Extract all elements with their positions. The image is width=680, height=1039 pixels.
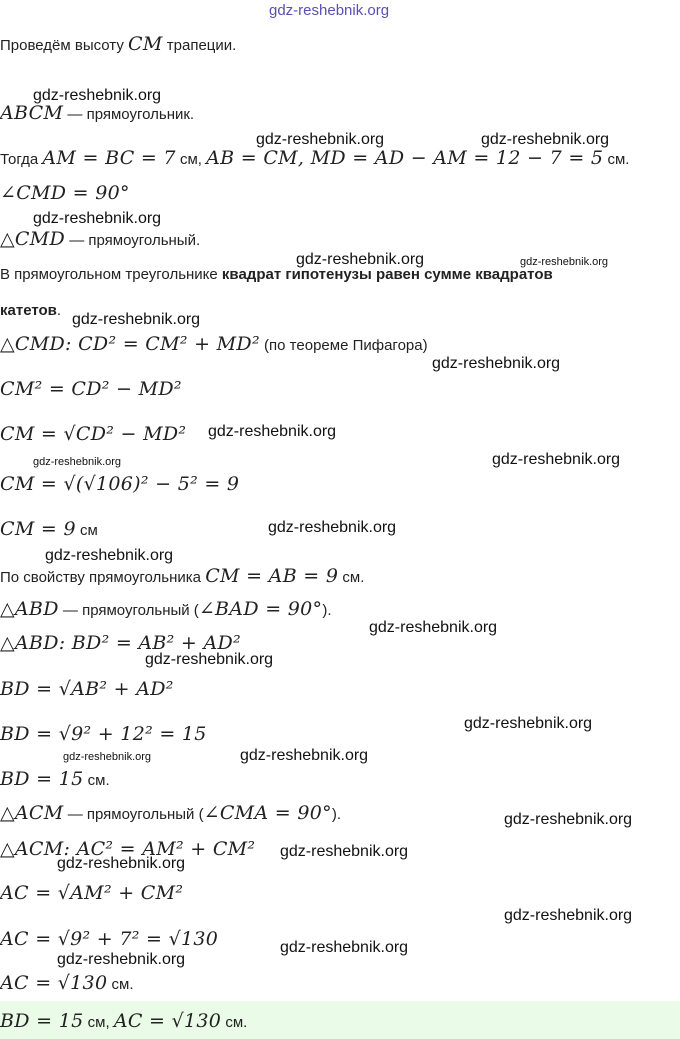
solution-line-21	[0, 882, 183, 906]
math: CM = √(√106)² − 5² = 9	[0, 473, 240, 495]
solution-line-3	[0, 147, 629, 171]
text: трапеции.	[162, 37, 237, 54]
watermark: gdz-reshebnik.org	[369, 619, 498, 636]
math: AM = BC = 7	[42, 147, 176, 169]
watermark: gdz-reshebnik.org	[481, 131, 610, 148]
math: BD = √AB² + AD²	[0, 678, 174, 700]
bold-text: катетов	[0, 302, 57, 319]
solution-line-11	[0, 473, 239, 497]
math: △CMD: CD² = CM² + MD²	[0, 333, 260, 355]
solution-line-10	[0, 423, 186, 447]
text: .	[56, 302, 62, 319]
solution-line-7	[0, 300, 61, 322]
watermark: gdz-reshebnik.org	[45, 547, 174, 564]
text: — прямоугольный (	[63, 806, 204, 823]
math: AB = CM, MD = AD − AM = 12 − 7 = 5	[206, 147, 604, 169]
watermark: gdz-reshebnik.org	[504, 811, 633, 828]
solution-line-1	[0, 33, 236, 57]
solution-line-6	[0, 264, 553, 286]
text: см,	[175, 151, 207, 168]
text: По свойству прямоугольника	[0, 569, 206, 586]
site-header-link[interactable]: gdz-reshebnik.org	[269, 2, 390, 19]
math: AC = √AM² + CM²	[0, 882, 184, 904]
text: ).	[331, 806, 342, 823]
solution-line-16	[0, 678, 174, 702]
math: AC = √9² + 7² = √130	[0, 928, 219, 950]
watermark: gdz-reshebnik.org	[504, 907, 633, 924]
solution-line-13	[0, 565, 364, 589]
text: — прямоугольник.	[63, 106, 195, 123]
solution-line-14	[0, 598, 332, 622]
math: △ACM: AC² = AM² + CM²	[0, 838, 256, 860]
text: см.	[603, 151, 630, 168]
watermark: gdz-reshebnik.org	[520, 256, 609, 268]
math: CM	[128, 33, 163, 55]
watermark: gdz-reshebnik.org	[72, 311, 201, 328]
watermark: gdz-reshebnik.org	[57, 855, 186, 872]
watermark: gdz-reshebnik.org	[240, 747, 369, 764]
text: Тогда	[0, 151, 43, 168]
solution-line-12	[0, 518, 98, 542]
math: △ABD: BD² = AB² + AD²	[0, 632, 241, 654]
solution-line-2	[0, 102, 194, 126]
watermark: gdz-reshebnik.org	[33, 87, 162, 104]
math: ∠CMD = 90°	[0, 182, 130, 204]
watermark: gdz-reshebnik.org	[208, 423, 337, 440]
watermark: gdz-reshebnik.org	[432, 355, 561, 372]
watermark: gdz-reshebnik.org	[296, 251, 425, 268]
text: (по теореме Пифагора)	[259, 337, 428, 354]
watermark: gdz-reshebnik.org	[280, 939, 409, 956]
text: — прямоугольный (	[58, 602, 199, 619]
solution-line-17	[0, 723, 207, 747]
text: см,	[83, 1014, 114, 1031]
text: В прямоугольном треугольнике	[0, 266, 222, 283]
math: CM = √CD² − MD²	[0, 423, 187, 445]
watermark: gdz-reshebnik.org	[280, 843, 409, 860]
text: см.	[83, 772, 110, 789]
text: ).	[322, 602, 332, 619]
bold-text: квадрат гипотенузы равен сумме квадратов	[221, 266, 553, 283]
solution-line-9	[0, 378, 182, 402]
solution-line-8	[0, 333, 428, 357]
math: CM = 9	[0, 518, 76, 540]
solution-line-4	[0, 182, 130, 206]
math: AC = √130	[113, 1010, 222, 1032]
solution-line-22	[0, 928, 218, 952]
watermark: gdz-reshebnik.org	[492, 451, 621, 468]
math: BD = 15	[0, 1010, 84, 1032]
watermark: gdz-reshebnik.org	[464, 715, 593, 732]
math: AC = √130	[0, 972, 108, 994]
watermark: gdz-reshebnik.org	[268, 519, 397, 536]
math: ∠BAD = 90°	[198, 598, 323, 620]
math: ∠CMA = 90°	[203, 802, 332, 824]
solution-line-23	[0, 972, 134, 996]
text: Проведём высоту	[0, 37, 128, 54]
math: △ABD	[0, 598, 59, 620]
solution-line-18	[0, 768, 110, 792]
watermark: gdz-reshebnik.org	[256, 131, 385, 148]
answer-line	[0, 1010, 247, 1034]
text: — прямоугольный.	[65, 232, 201, 249]
watermark: gdz-reshebnik.org	[33, 210, 162, 227]
watermark: gdz-reshebnik.org	[145, 651, 274, 668]
watermark: gdz-reshebnik.org	[57, 951, 186, 968]
math: CM² = CD² − MD²	[0, 378, 182, 400]
math: BD = √9² + 12² = 15	[0, 723, 207, 745]
text: см.	[338, 569, 365, 586]
watermark: gdz-reshebnik.org	[63, 751, 152, 763]
solution-line-5	[0, 228, 200, 252]
math: CM = AB = 9	[205, 565, 339, 587]
math: △CMD	[0, 228, 66, 250]
watermark: gdz-reshebnik.org	[33, 456, 122, 468]
answer-highlight	[0, 1001, 680, 1039]
text: см	[75, 522, 98, 539]
text: см.	[221, 1014, 248, 1031]
solution-line-19	[0, 802, 341, 826]
text: см.	[107, 976, 134, 993]
math: ABCM	[0, 102, 64, 124]
math: △ACM	[0, 802, 64, 824]
math: BD = 15	[0, 768, 84, 790]
